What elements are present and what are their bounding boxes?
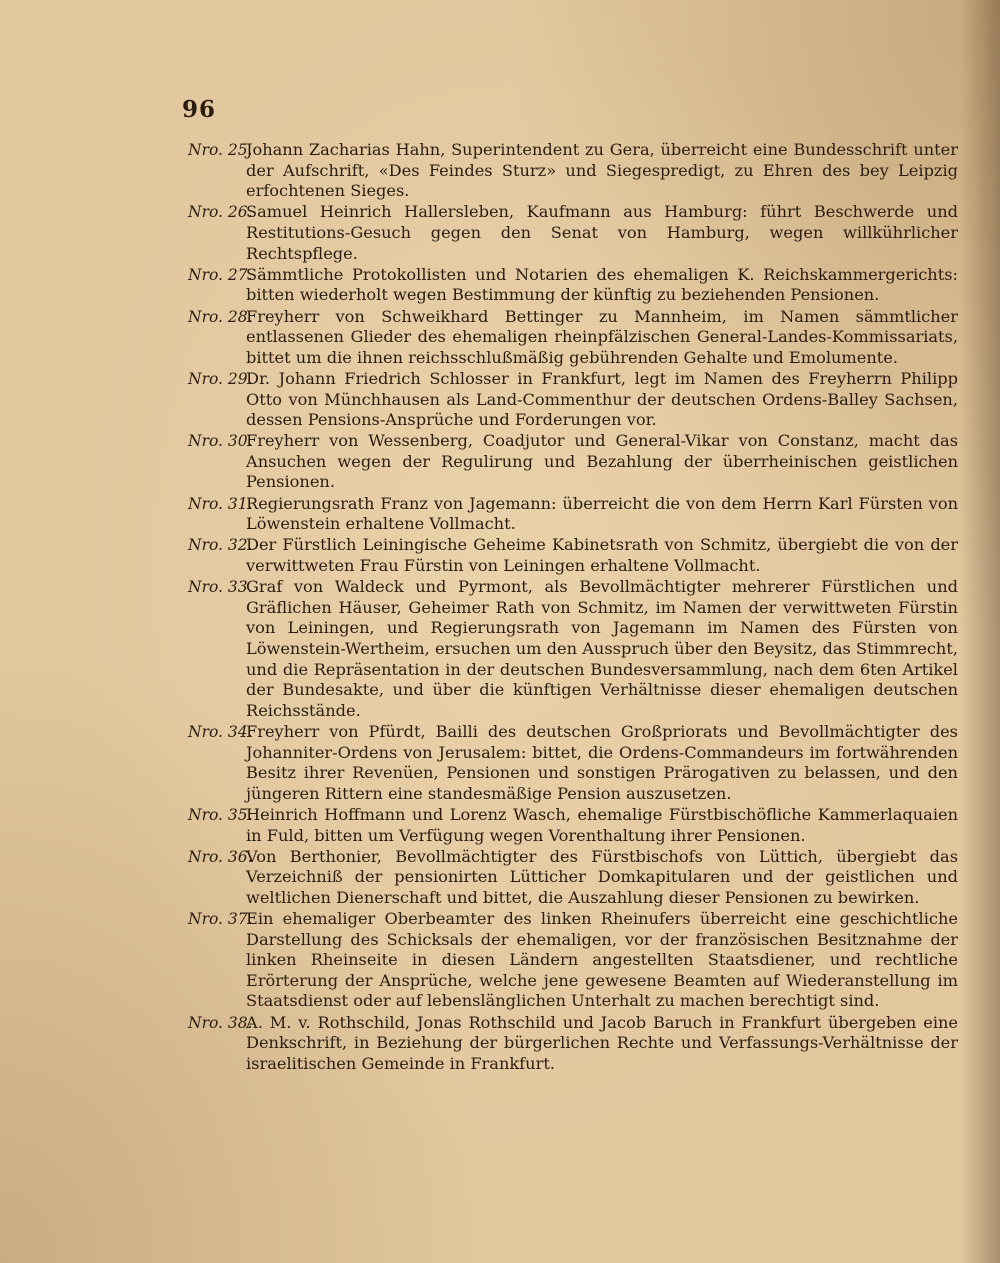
entry-text: Der Fürstlich Leiningische Geheime Kabinetsrath von Schmitz, übergiebt die von der verwittweten Frau Fürstin von Leiningen erhaltene Vollmacht. <box>246 535 958 576</box>
entry-text: Samuel Heinrich Hallersleben, Kaufmann aus Hamburg: führt Beschwerde und Restitutions-Gesuch gegen den Senat von Hamburg, wegen willkührlicher Rechtspflege. <box>246 202 958 263</box>
list-item <box>188 431 958 493</box>
entry-text: Sämmtliche Protokollisten und Notarien des ehemaligen K. Reichskammergerichts: bitten wiederholt wegen Bestimmung der künftig zu beziehenden Pensionen. <box>246 264 958 305</box>
entry-text: Dr. Johann Friedrich Schlosser in Frankfurt, legt im Namen des Freyherrn Philipp Otto von Münchhausen als Land-Commenthur der deutschen Ordens-Balley Sachsen, dessen Pensions-Ansprüche und Forderungen vor. <box>246 368 958 430</box>
entry-text: Freyherr von Wessenberg, Coadjutor und General-Vikar von Constanz, macht das Ansuchen wegen der Regulirung und Bezahlung der überrheinischen geistlichen Pensionen. <box>246 431 958 492</box>
list-item <box>188 369 958 431</box>
entry-number: Nro. 34. <box>188 722 253 741</box>
entry-number: Nro. 28. <box>188 307 253 326</box>
entry-number: Nro. 38. <box>188 1013 253 1032</box>
list-item <box>188 265 958 306</box>
list-item <box>188 577 958 721</box>
list-item <box>188 307 958 369</box>
entry-number: Nro. 26. <box>188 203 253 222</box>
entry-text: Freyherr von Schweikhard Bettinger zu Mannheim, im Namen sämmtlicher entlassenen Glieder des ehemaligen rheinpfälzischen General-Landes-Kommissariats, bittet um die ihnen reichsschlußmäßig gebührenden Gehalte und Emolumente. <box>246 306 958 367</box>
entry-number: Nro. 37. <box>188 910 253 929</box>
entry-text: Regierungsrath Franz von Jagemann: überreicht die von dem Herrn Karl Fürsten von Löwenstein erhaltene Vollmacht. <box>246 493 958 534</box>
entry-text: Freyherr von Pfürdt, Bailli des deutschen Großpriorats und Bevollmächtigter des Johanniter-Ordens von Jerusalem: bittet, die Ordens-Commandeurs im fortwährenden Besitz ihrer Revenüen, Pensionen und sonstigen Prärogativen zu belassen, und den jüngeren Rittern eine standesmäßige Pension auszusetzen. <box>246 721 958 803</box>
entry-number: Nro. 29. <box>188 369 253 388</box>
entry-number: Nro. 33. <box>188 578 253 597</box>
entry-number: Nro. 25. <box>188 141 253 159</box>
entry-text: Johann Zacharias Hahn, Superintendent zu Gera, überreicht eine Bundesschrift unter der Aufschrift, «Des Feindes Sturz» und Siegespredigt, zu Ehren des bey Leipzig erfochtenen Sieges. <box>246 140 958 201</box>
entry-text: Ein ehemaliger Oberbeamter des linken Rheinufers überreicht eine geschichtliche Darstellung des Schicksals der ehemaligen, vor der französischen Besitznahme der linken Rheinseite in diesen Ländern angestellten Staatsdiener, und rechtliche Erörterung der Ansprüche, welche jene gewesene Beamten auf Wiederanstellung im Staatsdienst oder auf lebenslänglichen Unterhalt zu machen berechtigt sind. <box>246 909 958 1011</box>
entry-number: Nro. 32. <box>188 536 253 555</box>
entry-number: Nro. 27. <box>188 265 253 284</box>
list-item <box>188 535 958 576</box>
list-item <box>188 202 958 264</box>
list-item <box>188 847 958 909</box>
entry-text: Heinrich Hoffmann und Lorenz Wasch, ehemalige Fürstbischöfliche Kammerlaquaien in Fuld, bitten um Verfügung wegen Vorenthaltung ihrer Pensionen. <box>246 804 958 845</box>
entry-number: Nro. 36. <box>188 847 253 866</box>
entry-text: A. M. v. Rothschild, Jonas Rothschild und Jacob Baruch in Frankfurt übergeben eine Denkschrift, in Beziehung der bürgerlichen Rechte und Verfassungs-Verhältnisse der israelitischen Gemeinde in Frankfurt. <box>246 1012 958 1073</box>
entry-number: Nro. 35. <box>188 805 253 824</box>
list-item <box>188 909 958 1012</box>
list-item <box>188 494 958 535</box>
list-item <box>188 805 958 846</box>
entry-text: Von Berthonier, Bevollmächtigter des Fürstbischofs von Lüttich, übergiebt das Verzeichniß der pensionirten Lütticher Domkapitularen und der geistlichen und weltlichen Dienerschaft und bittet, die Auszahlung dieser Pensionen zu bewirken. <box>246 846 958 907</box>
entry-number: Nro. 31. <box>188 494 253 513</box>
page-number: 96 <box>182 96 217 123</box>
list-item <box>188 140 958 202</box>
entry-text: Graf von Waldeck und Pyrmont, als Bevollmächtigter mehrerer Fürstlichen und Gräflichen Häuser, Geheimer Rath von Schmitz, im Namen der verwittweten Fürstin von Leiningen, und Regierungsrath von Jagemann im Namen des Fürsten von Löwenstein-Wertheim, ersuchen um den Ausspruch über den Beysitz, das Stimmrecht, und die Repräsentation in der deutschen Bundesversammlung, nach dem 6ten Artikel der Bundesakte, und über die künftigen Verhältnisse dieser ehemaligen deutschen Reichsstände. <box>246 577 958 720</box>
page-edge-shadow <box>960 0 1000 1263</box>
entry-list <box>188 140 958 1075</box>
list-item <box>188 1013 958 1075</box>
entry-number: Nro. 30. <box>188 432 253 451</box>
list-item <box>188 722 958 804</box>
